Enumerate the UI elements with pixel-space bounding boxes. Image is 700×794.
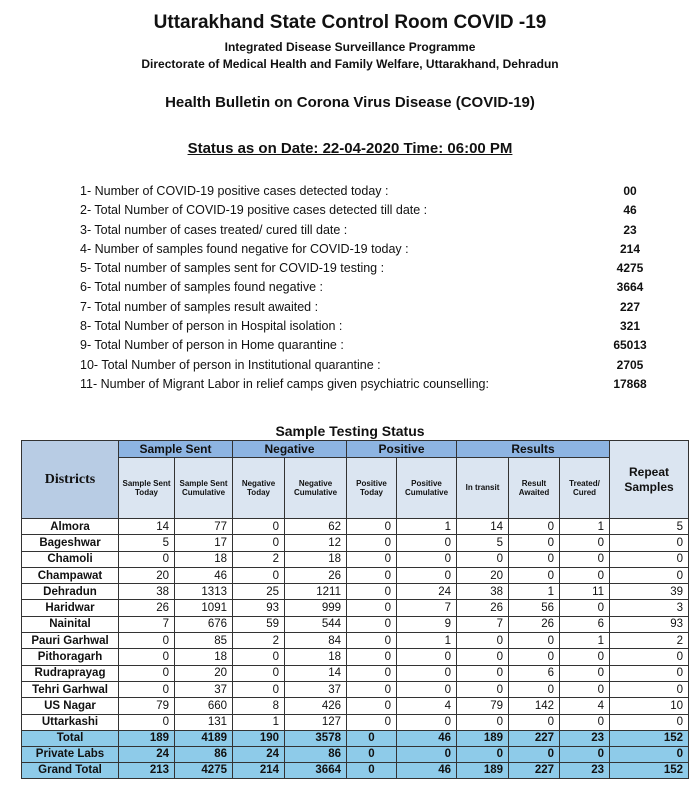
table-cell: 999	[285, 600, 347, 616]
table-cell: 0	[610, 665, 689, 681]
table-cell: 23	[560, 762, 610, 778]
stat-label: 11- Number of Migrant Labor in relief camps given psychiatric counselling:	[80, 376, 489, 391]
table-cell: 4275	[175, 762, 233, 778]
table-cell: 86	[285, 746, 347, 762]
district-name: US Nagar	[22, 698, 119, 714]
table-cell: 0	[560, 665, 610, 681]
stat-label: 1- Number of COVID-19 positive cases detected today :	[80, 184, 389, 198]
table-row	[22, 535, 689, 551]
table-cell: 20	[119, 567, 175, 583]
table-cell: 0	[233, 535, 285, 551]
table-cell: 84	[285, 633, 347, 649]
table-cell: 0	[509, 714, 560, 730]
table-cell: 0	[347, 616, 397, 632]
table-row	[22, 551, 689, 567]
table-cell: 0	[119, 714, 175, 730]
table-cell: 0	[509, 746, 560, 762]
table-cell: 14	[457, 519, 509, 535]
table-cell: 5	[610, 519, 689, 535]
table-cell: 2	[233, 633, 285, 649]
stat-value: 321	[619, 319, 641, 334]
table-cell: 59	[233, 616, 285, 632]
table-cell: 131	[175, 714, 233, 730]
total-row	[22, 746, 689, 762]
table-cell: 56	[509, 600, 560, 616]
district-name: Tehri Garhwal	[22, 681, 119, 697]
table-cell: 0	[347, 600, 397, 616]
table-cell: 0	[560, 714, 610, 730]
districts-header: Districts	[22, 441, 119, 519]
results-header: Results	[457, 441, 610, 458]
table-cell: 0	[119, 633, 175, 649]
stat-row	[80, 240, 680, 259]
table-cell: 2	[233, 551, 285, 567]
table-cell: 1	[560, 519, 610, 535]
table-row	[22, 567, 689, 583]
table-cell: 2	[610, 633, 689, 649]
sent-cumulative-header: Sample Sent Cumulative	[175, 458, 233, 519]
table-cell: 18	[175, 649, 233, 665]
table-cell: 0	[347, 714, 397, 730]
table-cell: 6	[509, 665, 560, 681]
bulletin-heading: Health Bulletin on Corona Virus Disease (COVID-19)	[165, 94, 535, 111]
positive-header: Positive	[347, 441, 457, 458]
table-cell: 213	[119, 762, 175, 778]
stat-label: 10- Total Number of person in Institutional quarantine :	[80, 357, 381, 372]
table-cell: 26	[509, 616, 560, 632]
directorate-name: Directorate of Medical Health and Family Welfare, Uttarakhand, Dehradun	[141, 57, 559, 71]
table-cell: 0	[457, 649, 509, 665]
repeat-samples-header: Repeat Samples	[610, 441, 689, 519]
district-name: Grand Total	[22, 762, 119, 778]
table-cell: 0	[560, 681, 610, 697]
table-cell: 0	[397, 535, 457, 551]
table-cell: 0	[397, 665, 457, 681]
table-cell: 0	[509, 535, 560, 551]
stat-value: 17868	[613, 376, 647, 391]
table-cell: 0	[560, 600, 610, 616]
positive-today-header: Positive Today	[347, 458, 397, 519]
table-cell: 0	[347, 665, 397, 681]
table-cell: 0	[509, 649, 560, 665]
table-cell: 0	[610, 567, 689, 583]
table-cell: 37	[175, 681, 233, 697]
table-cell: 93	[233, 600, 285, 616]
stat-label: 9- Total Number of person in Home quarantine :	[80, 338, 344, 353]
table-cell: 142	[509, 698, 560, 714]
table-cell: 26	[119, 600, 175, 616]
table-cell: 0	[457, 746, 509, 762]
table-cell: 0	[560, 746, 610, 762]
table-row	[22, 665, 689, 681]
district-name: Chamoli	[22, 551, 119, 567]
table-cell: 189	[457, 730, 509, 746]
table-cell: 0	[119, 681, 175, 697]
table-cell: 0	[347, 535, 397, 551]
table-cell: 189	[457, 762, 509, 778]
table-cell: 26	[457, 600, 509, 616]
table-cell: 7	[119, 616, 175, 632]
stat-row	[80, 201, 680, 220]
table-cell: 14	[119, 519, 175, 535]
stat-label: 3- Total number of cases treated/ cured till date :	[80, 222, 348, 237]
table-cell: 14	[285, 665, 347, 681]
table-cell: 0	[233, 665, 285, 681]
stat-row	[80, 375, 680, 394]
district-name: Private Labs	[22, 746, 119, 762]
summary-stats-list	[80, 182, 680, 394]
table-cell: 1	[397, 633, 457, 649]
table-cell: 20	[457, 567, 509, 583]
table-row	[22, 633, 689, 649]
table-cell: 18	[285, 649, 347, 665]
table-cell: 20	[175, 665, 233, 681]
negative-today-header: Negative Today	[233, 458, 285, 519]
programme-name: Integrated Disease Surveillance Programme	[224, 40, 476, 54]
table-cell: 0	[347, 633, 397, 649]
table-cell: 676	[175, 616, 233, 632]
table-cell: 3664	[285, 762, 347, 778]
table-cell: 85	[175, 633, 233, 649]
table-cell: 4	[560, 698, 610, 714]
table-row	[22, 698, 689, 714]
district-name: Almora	[22, 519, 119, 535]
table-cell: 0	[509, 519, 560, 535]
table-row	[22, 681, 689, 697]
table-cell: 0	[457, 551, 509, 567]
table-row	[22, 519, 689, 535]
table-cell: 0	[610, 535, 689, 551]
table-cell: 0	[233, 519, 285, 535]
table-cell: 5	[457, 535, 509, 551]
table-row	[22, 616, 689, 632]
table-title: Sample Testing Status	[275, 423, 425, 439]
stat-row	[80, 356, 680, 375]
table-cell: 7	[397, 600, 457, 616]
table-cell: 0	[233, 567, 285, 583]
table-cell: 0	[347, 519, 397, 535]
table-row	[22, 600, 689, 616]
stat-label: 6- Total number of samples found negative :	[80, 280, 323, 295]
sample-testing-table	[21, 440, 689, 779]
table-cell: 4	[397, 698, 457, 714]
result-awaited-header: Result Awaited	[509, 458, 560, 519]
table-cell: 46	[397, 762, 457, 778]
table-cell: 0	[397, 746, 457, 762]
table-cell: 10	[610, 698, 689, 714]
table-cell: 18	[285, 551, 347, 567]
table-cell: 0	[397, 551, 457, 567]
table-body	[22, 519, 689, 779]
table-cell: 0	[457, 681, 509, 697]
positive-cumulative-header: Positive Cumulative	[397, 458, 457, 519]
table-cell: 46	[175, 567, 233, 583]
table-cell: 25	[233, 584, 285, 600]
stat-label: 5- Total number of samples sent for COVID-19 testing :	[80, 261, 385, 276]
table-cell: 190	[233, 730, 285, 746]
table-cell: 0	[347, 649, 397, 665]
stat-label: 7- Total number of samples result awaited :	[80, 299, 319, 314]
table-cell: 0	[119, 649, 175, 665]
table-cell: 1	[509, 584, 560, 600]
table-cell: 93	[610, 616, 689, 632]
table-row	[22, 649, 689, 665]
table-cell: 152	[610, 762, 689, 778]
table-cell: 18	[175, 551, 233, 567]
table-cell: 0	[397, 567, 457, 583]
table-cell: 0	[509, 567, 560, 583]
table-cell: 0	[509, 681, 560, 697]
table-cell: 0	[119, 665, 175, 681]
table-cell: 24	[233, 746, 285, 762]
table-cell: 227	[509, 730, 560, 746]
stat-value: 00	[623, 184, 637, 198]
stat-value: 2705	[616, 357, 644, 372]
district-name: Dehradun	[22, 584, 119, 600]
total-row	[22, 762, 689, 778]
table-cell: 0	[610, 681, 689, 697]
table-cell: 660	[175, 698, 233, 714]
table-row	[22, 714, 689, 730]
table-cell: 189	[119, 730, 175, 746]
table-cell: 1313	[175, 584, 233, 600]
district-name: Uttarkashi	[22, 714, 119, 730]
table-cell: 0	[457, 633, 509, 649]
table-cell: 127	[285, 714, 347, 730]
district-name: Nainital	[22, 616, 119, 632]
table-cell: 7	[457, 616, 509, 632]
stat-row	[80, 298, 680, 317]
stat-row	[80, 259, 680, 278]
stat-row	[80, 317, 680, 336]
table-cell: 152	[610, 730, 689, 746]
district-name: Rudraprayag	[22, 665, 119, 681]
table-cell: 24	[397, 584, 457, 600]
stat-value: 65013	[613, 338, 647, 353]
district-name: Pauri Garhwal	[22, 633, 119, 649]
district-name: Pithoragarh	[22, 649, 119, 665]
table-cell: 6	[560, 616, 610, 632]
table-cell: 1	[233, 714, 285, 730]
stat-label: 4- Number of samples found negative for COVID-19 today :	[80, 241, 409, 256]
stat-label: 8- Total Number of person in Hospital isolation :	[80, 319, 343, 334]
table-cell: 0	[347, 730, 397, 746]
district-name: Haridwar	[22, 600, 119, 616]
table-cell: 0	[347, 584, 397, 600]
table-cell: 38	[457, 584, 509, 600]
table-cell: 0	[610, 746, 689, 762]
table-cell: 0	[347, 681, 397, 697]
table-cell: 0	[233, 649, 285, 665]
table-cell: 9	[397, 616, 457, 632]
table-cell: 0	[233, 681, 285, 697]
table-cell: 0	[397, 649, 457, 665]
table-cell: 24	[119, 746, 175, 762]
table-cell: 426	[285, 698, 347, 714]
district-name: Bageshwar	[22, 535, 119, 551]
table-cell: 0	[560, 567, 610, 583]
table-cell: 0	[560, 535, 610, 551]
stat-value: 227	[619, 299, 641, 314]
table-cell: 1211	[285, 584, 347, 600]
table-cell: 11	[560, 584, 610, 600]
table-cell: 79	[119, 698, 175, 714]
in-transit-header: In transit	[457, 458, 509, 519]
table-cell: 4189	[175, 730, 233, 746]
table-cell: 0	[347, 746, 397, 762]
treated-cured-header: Treated/ Cured	[560, 458, 610, 519]
table-cell: 0	[610, 551, 689, 567]
table-cell: 227	[509, 762, 560, 778]
table-cell: 0	[560, 649, 610, 665]
table-cell: 38	[119, 584, 175, 600]
table-cell: 0	[457, 665, 509, 681]
table-cell: 0	[347, 698, 397, 714]
stat-value: 46	[623, 203, 637, 218]
stat-value: 23	[623, 222, 637, 237]
stat-label: 2- Total Number of COVID-19 positive cases detected till date :	[80, 203, 428, 218]
table-cell: 214	[233, 762, 285, 778]
table-cell: 0	[560, 551, 610, 567]
table-cell: 86	[175, 746, 233, 762]
district-name: Champawat	[22, 567, 119, 583]
table-cell: 0	[347, 567, 397, 583]
stat-row	[80, 221, 680, 240]
table-cell: 1091	[175, 600, 233, 616]
status-line	[0, 140, 700, 157]
table-cell: 0	[397, 714, 457, 730]
table-cell: 5	[119, 535, 175, 551]
bulletin-title: Uttarakhand State Control Room COVID -19	[153, 12, 547, 33]
table-cell: 37	[285, 681, 347, 697]
table-cell: 0	[457, 714, 509, 730]
table-cell: 23	[560, 730, 610, 746]
table-row	[22, 584, 689, 600]
table-cell: 17	[175, 535, 233, 551]
stat-value: 3664	[616, 280, 644, 295]
stat-row	[80, 336, 680, 355]
negative-cumulative-header: Negative Cumulative	[285, 458, 347, 519]
table-cell: 46	[397, 730, 457, 746]
stat-row	[80, 182, 680, 201]
stat-value: 214	[619, 241, 641, 256]
stat-row	[80, 278, 680, 297]
sample-sent-header: Sample Sent	[119, 441, 233, 458]
table-cell: 544	[285, 616, 347, 632]
district-name: Total	[22, 730, 119, 746]
table-cell: 26	[285, 567, 347, 583]
table-cell: 79	[457, 698, 509, 714]
table-cell: 0	[509, 633, 560, 649]
table-cell: 62	[285, 519, 347, 535]
table-cell: 1	[560, 633, 610, 649]
table-cell: 77	[175, 519, 233, 535]
table-cell: 0	[509, 551, 560, 567]
stat-value: 4275	[616, 261, 644, 276]
negative-header: Negative	[233, 441, 347, 458]
table-cell: 0	[397, 681, 457, 697]
table-cell: 1	[397, 519, 457, 535]
table-cell: 0	[610, 714, 689, 730]
table-cell: 12	[285, 535, 347, 551]
table-cell: 0	[347, 762, 397, 778]
status-date-time: Status as on Date: 22-04-2020 Time: 06:00 PM	[187, 140, 513, 157]
table-cell: 3578	[285, 730, 347, 746]
table-cell: 0	[347, 551, 397, 567]
total-row	[22, 730, 689, 746]
table-cell: 3	[610, 600, 689, 616]
table-cell: 0	[119, 551, 175, 567]
table-cell: 39	[610, 584, 689, 600]
table-cell: 8	[233, 698, 285, 714]
sent-today-header: Sample Sent Today	[119, 458, 175, 519]
table-cell: 0	[610, 649, 689, 665]
